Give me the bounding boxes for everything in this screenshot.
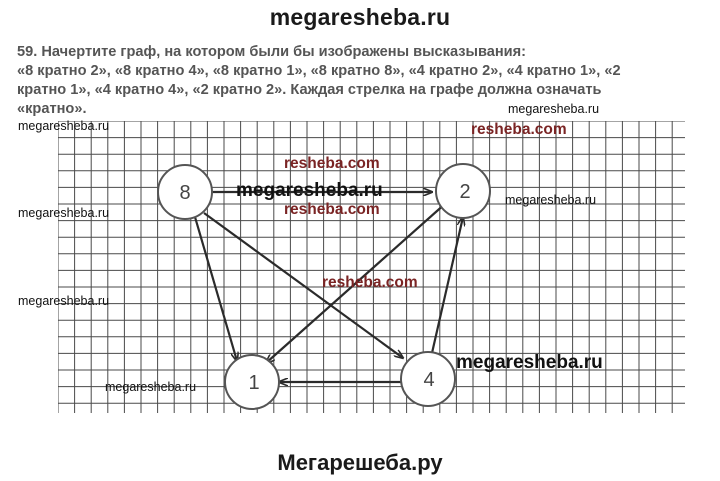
watermark-megaresheba-6: megaresheba.ru: [505, 193, 597, 207]
watermark-resheba-3: resheba.com: [284, 201, 380, 218]
task-text: [17, 43, 707, 119]
node-4: [401, 352, 455, 406]
node-1-label: 1: [248, 372, 260, 394]
node-8: [158, 165, 212, 219]
node-2: [436, 164, 490, 218]
watermark-resheba-1: resheba.com: [471, 121, 567, 138]
task-line-4: «кратно».: [17, 101, 87, 117]
node-1: [225, 355, 279, 409]
watermark-megaresheba-large-1: megaresheba.ru: [236, 180, 383, 201]
watermark-megaresheba-large-2: megaresheba.ru: [456, 352, 603, 373]
task-line-1: 59. Начертите граф, на котором были бы изображены высказывания:: [17, 44, 527, 60]
site-header-title: megaresheba.ru: [269, 4, 451, 30]
task-line-2: «8 кратно 2», «8 кратно 4», «8 кратно 1», «8 кратно 8», «4 кратно 2», «4 кратно 1», «2: [17, 63, 621, 79]
watermark-resheba-2: resheba.com: [284, 155, 380, 172]
edge-8-to-1: [195, 217, 237, 361]
watermark-resheba-4: resheba.com: [322, 274, 418, 291]
node-2-label: 2: [459, 181, 471, 203]
task-line-3: кратно 1», «4 кратно 4», «2 кратно 2». Каждая стрелка на графе должна означать: [17, 82, 602, 98]
site-footer-title: Мегарешеба.ру: [277, 450, 443, 475]
node-4-label: 4: [423, 369, 435, 391]
watermark-megaresheba-5: megaresheba.ru: [508, 102, 600, 116]
node-8-label: 8: [179, 182, 191, 204]
watermark-megaresheba-3: megaresheba.ru: [18, 294, 110, 308]
watermark-megaresheba-2: megaresheba.ru: [18, 206, 110, 220]
watermark-megaresheba-4: megaresheba.ru: [105, 380, 197, 394]
watermark-megaresheba-1: megaresheba.ru: [18, 119, 110, 133]
